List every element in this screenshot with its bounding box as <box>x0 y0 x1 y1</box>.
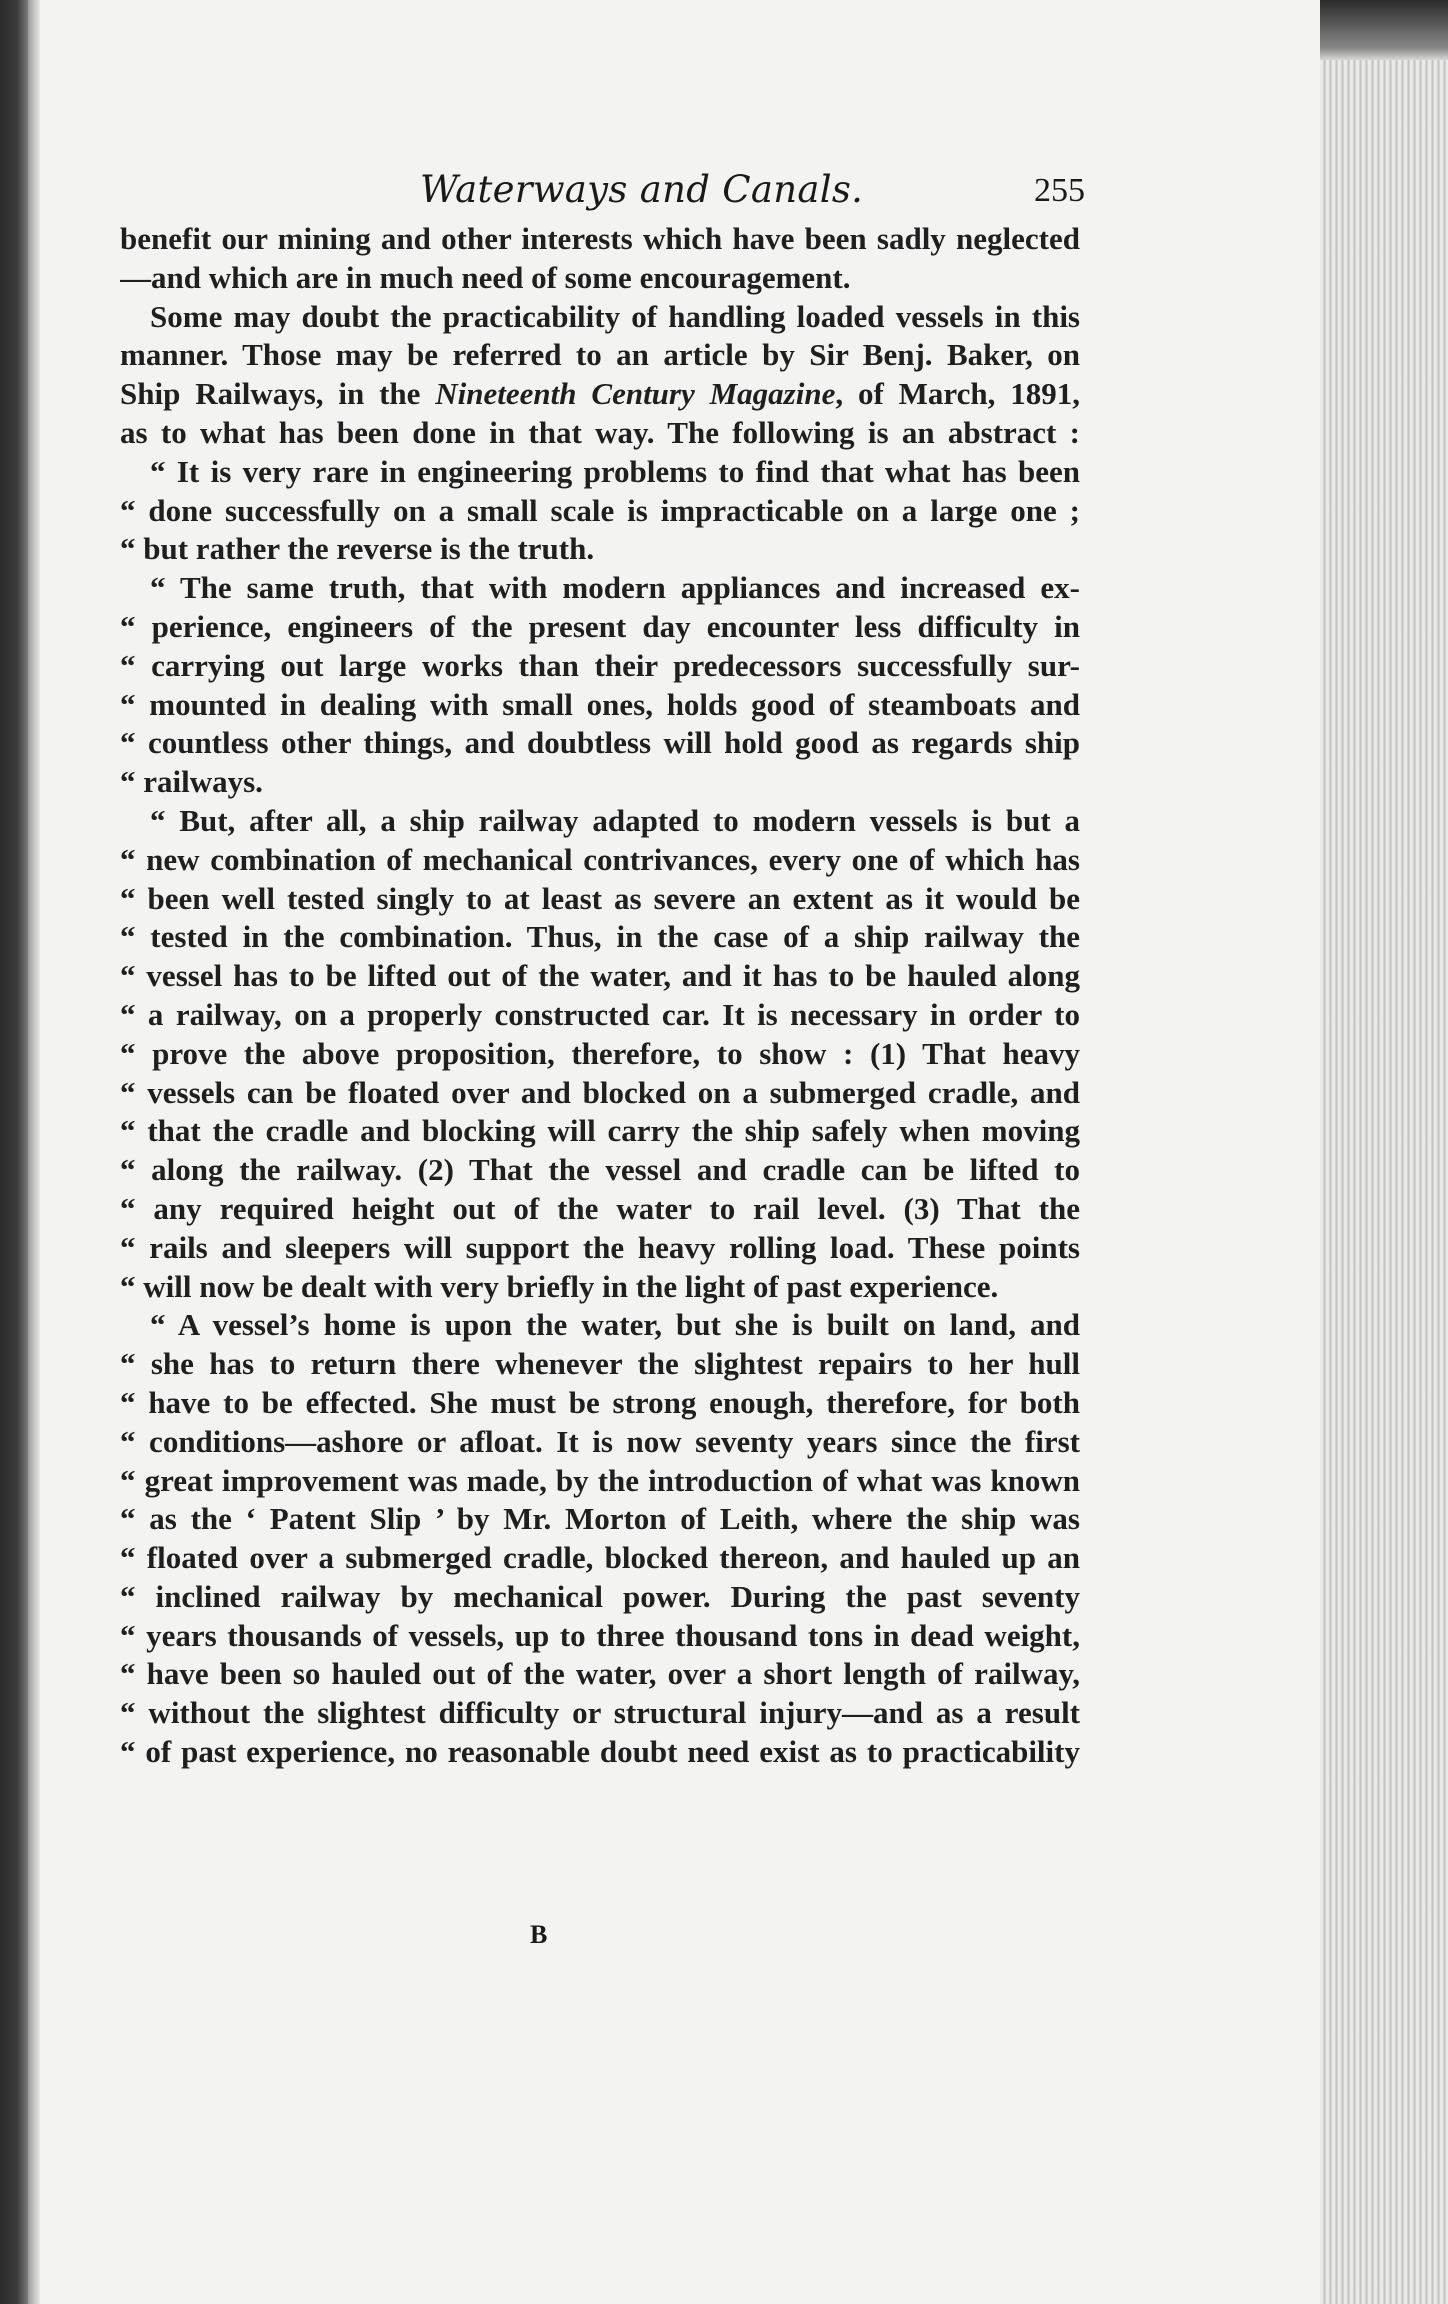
text-line: —and which are in much need of some encouragement. <box>120 259 851 295</box>
page-number: 255 <box>1034 172 1085 209</box>
text-line: “ will now be dealt with very briefly in the light of past experience. <box>120 1268 999 1304</box>
text-line: “ The same truth, that with modern appliances and increased ex- <box>150 570 1080 606</box>
text-line: “ but rather the reverse is the truth. <box>120 531 595 567</box>
page-stack-top-shadow <box>1320 0 1448 60</box>
text-line: “ as the ‘ Patent Slip ’ by Mr. Morton of Leith, where the ship was <box>120 1501 1080 1537</box>
text-line: “ done successfully on a small scale is impracticable on a large one ; <box>120 492 1080 528</box>
text-line: “ new combination of mechanical contrivances, every one of which has <box>120 841 1080 877</box>
book-gutter-shadow <box>0 0 28 2304</box>
text-line: “ carrying out large works than their predecessors successfully sur- <box>120 647 1080 683</box>
text-line: “ vessels can be floated over and blocked on a submerged cradle, and <box>120 1074 1080 1110</box>
text-line: “ vessel has to be lifted out of the water, and it has to be hauled along <box>120 958 1080 994</box>
text-line: “ It is very rare in engineering problems to find that what has been <box>150 453 1080 489</box>
text-line: “ rails and sleepers will support the heavy rolling load. These points <box>120 1229 1080 1265</box>
text-line: “ inclined railway by mechanical power. During the past seventy <box>120 1578 1080 1614</box>
signature-mark: B <box>530 1920 548 1949</box>
text-line: “ along the railway. (2) That the vessel and cradle can be lifted to <box>120 1152 1080 1188</box>
text-line: “ floated over a submerged cradle, blocked thereon, and hauled up an <box>120 1540 1080 1576</box>
page-stack-edges <box>1320 60 1448 2304</box>
text-line: “ tested in the combination. Thus, in the case of a ship railway the <box>120 919 1080 955</box>
text-line: Ship Railways, in the Nineteenth Century Magazine, of March, 1891, <box>120 376 1080 412</box>
text-line: “ prove the above proposition, therefore, to show : (1) That heavy <box>120 1035 1080 1071</box>
text-line: “ she has to return there whenever the slightest repairs to her hull <box>120 1346 1080 1382</box>
text-line: as to what has been done in that way. The following is an abstract : <box>120 414 1080 450</box>
book-gutter-edge <box>28 0 40 2304</box>
text-line: “ countless other things, and doubtless will hold good as regards ship <box>120 725 1080 761</box>
text-line: “ perience, engineers of the present day encounter less difficulty in <box>120 608 1080 644</box>
text-line: Some may doubt the practicability of handling loaded vessels in this <box>150 298 1080 334</box>
text-line: “ without the slightest difficulty or structural injury—and as a result <box>120 1695 1080 1731</box>
text-line: “ mounted in dealing with small ones, holds good of steamboats and <box>120 686 1080 722</box>
body-text <box>120 220 1080 1772</box>
running-title: Waterways and Canals. <box>420 168 864 211</box>
text-line: “ conditions—ashore or afloat. It is now seventy years since the first <box>120 1423 1080 1459</box>
text-line: “ of past experience, no reasonable doubt need exist as to practicability <box>120 1734 1080 1770</box>
text-line: benefit our mining and other interests which have been sadly neglected <box>120 221 1080 256</box>
text-line: “ railways. <box>120 764 263 800</box>
text-line: “ a railway, on a properly constructed car. It is necessary in order to <box>120 996 1080 1032</box>
text-line: manner. Those may be referred to an article by Sir Benj. Baker, on <box>120 337 1080 373</box>
text-line: “ have been so hauled out of the water, over a short length of railway, <box>120 1656 1080 1692</box>
text-line: “ But, after all, a ship railway adapted to modern vessels is but a <box>150 802 1080 838</box>
text-line: “ been well tested singly to at least as severe an extent as it would be <box>120 880 1080 916</box>
text-line: “ any required height out of the water to rail level. (3) That the <box>120 1190 1080 1226</box>
text-line: “ A vessel’s home is upon the water, but she is built on land, and <box>150 1307 1080 1343</box>
page-header <box>125 168 1085 218</box>
magazine-title: Nineteenth Century Magazine <box>435 376 836 412</box>
text-line: “ years thousands of vessels, up to three thousand tons in dead weight, <box>120 1617 1080 1653</box>
text-line: “ that the cradle and blocking will carry the ship safely when moving <box>120 1113 1080 1149</box>
text-line: “ have to be effected. She must be strong enough, therefore, for both <box>120 1384 1080 1420</box>
text-line: “ great improvement was made, by the introduction of what was known <box>120 1462 1080 1498</box>
